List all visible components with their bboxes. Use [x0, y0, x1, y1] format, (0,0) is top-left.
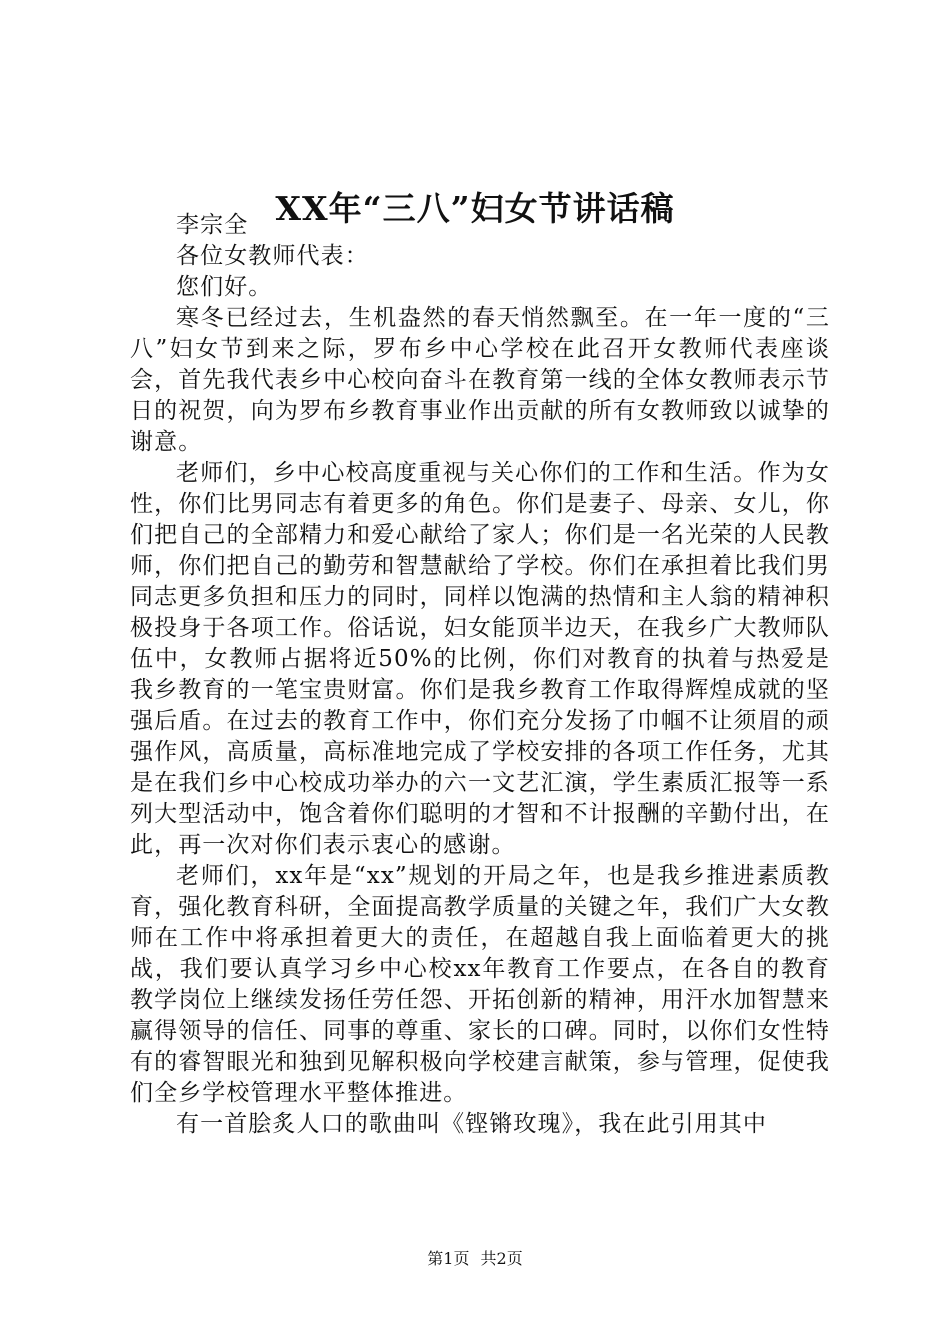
paragraph: 老师们，乡中心校高度重视与关心你们的工作和生活。作为女性，你们比男同志有着更多的角色。你们是妻子、母亲、女儿，你们把自己的全部精力和爱心献给了家人；你们是一名光荣的人民教师，你们把自己的勤劳和智慧献给了学校。你们在承担着比我们男同志更多负担和压力的同时，同样以饱满的热情和主人翁的精神积极投身于各项工作。俗话说，妇女能顶半边天，在我乡广大教师队伍中，女教师占据将近50%的比例，你们对教育的执着与热爱是我乡教育的一笔宝贵财富。你们是我乡教育工作取得辉煌成就的坚强后盾。在过去的教育工作中，你们充分发扬了巾帼不让须眉的顽强作风，高质量，高标准地完成了学校安排的各项工作任务，尤其是在我们乡中心校成功举办的六一文艺汇演，学生素质汇报等一系列大型活动中，饱含着你们聪明的才智和不计报酬的辛勤付出，在此，再一次对你们表示衷心的感谢。 — [130, 460, 830, 858]
page-total: 共2页 — [480, 1249, 523, 1268]
paragraph: 有一首脍炙人口的歌曲叫《铿锵玫瑰》，我在此引用其中 — [176, 1111, 767, 1137]
paragraph: 寒冬已经过去，生机盎然的春天悄然飘至。在一年一度的“三八”妇女节到来之际，罗布乡中心学校在此召开女教师代表座谈会，首先我代表乡中心校向奋斗在教育第一线的全体女教师表示节日的祝贺，向为罗布乡教育事业作出贡献的所有女教师致以诚挚的谢意。 — [130, 305, 830, 455]
author-line: 李宗全 — [176, 212, 249, 238]
page-footer — [0, 1248, 950, 1270]
document-title: XX年“三八”妇女节讲话稿 — [275, 189, 675, 228]
document-body — [130, 210, 830, 1140]
greeting: 您们好。 — [176, 274, 273, 300]
paragraph: 老师们，xx年是“xx”规划的开局之年，也是我乡推进素质教育，强化教育科研，全面提高教学质量的关键之年，我们广大女教师在工作中将承担着更大的责任，在超越自我上面临着更大的挑战，我们要认真学习乡中心校xx年教育工作要点，在各自的教育教学岗位上继续发扬任劳任怨、开拓创新的精神，用汗水加智慧来赢得领导的信任、同事的尊重、家长的口碑。同时，以你们女性特有的睿智眼光和独到见解积极向学校建言献策，参与管理，促使我们全乡学校管理水平整体推进。 — [130, 863, 830, 1106]
salutation: 各位女教师代表： — [176, 243, 369, 269]
page-number: 第1页 — [427, 1249, 470, 1268]
